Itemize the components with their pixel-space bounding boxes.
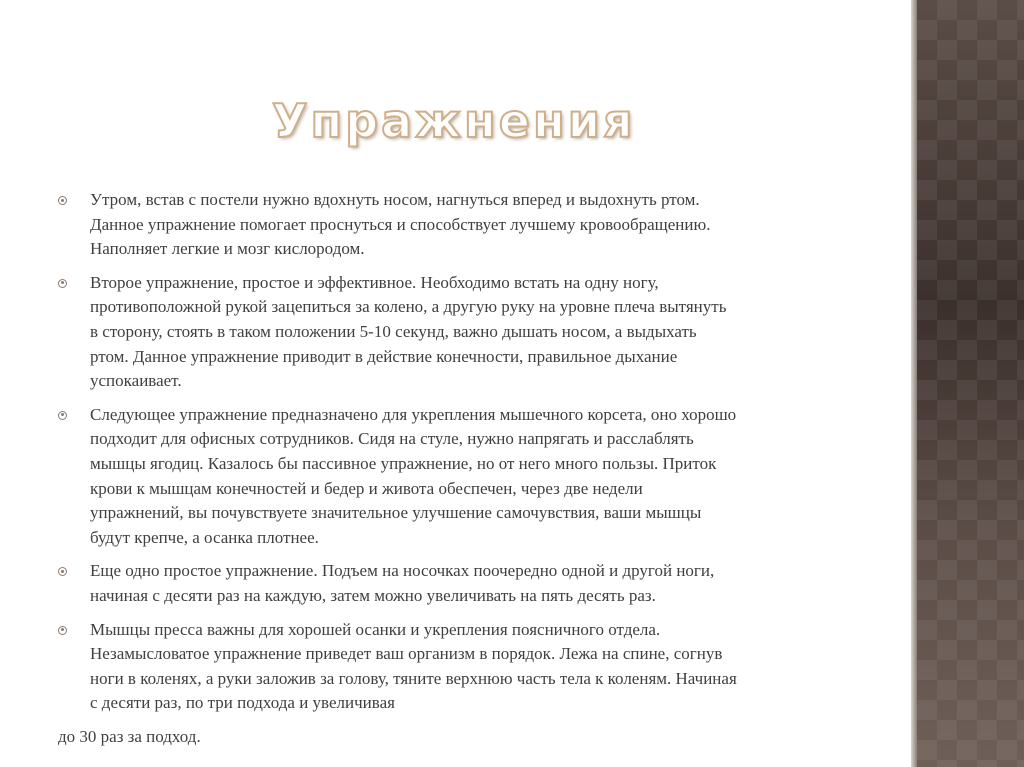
bullet-item: [58, 559, 858, 608]
bullet-line: начиная с десяти раз на каждую, затем можно увеличивать на пять десять раз.: [90, 585, 656, 605]
bullet-item: [58, 403, 858, 551]
bullet-line: мышцы ягодиц. Казалось бы пассивное упражнение, но от него много пользы. Приток: [90, 453, 717, 473]
decorative-side-panel: [917, 0, 1024, 767]
bullet-line: подходит для офисных сотрудников. Сидя на стуле, нужно напрягать и расслаблять: [90, 429, 694, 449]
bullet-item: [58, 271, 858, 394]
bullet-line: ртом. Данное упражнение приводит в действие конечности, правильное дыхание: [90, 346, 678, 366]
bullet-line: ноги в коленях, а руки заложив за голову, тяните верхнюю часть тела к коленям. Начиная: [90, 668, 737, 688]
bullet-line: Незамысловатое упражнение приведет ваш организм в порядок. Лежа на спине, согнув: [90, 644, 723, 664]
bullet-line: крови к мышцам конечностей и бедер и живота обеспечен, через две недели: [90, 478, 643, 498]
circle-dot-bullet-icon: [58, 567, 67, 576]
bullet-line: Мышцы пресса важны для хорошей осанки и укрепления поясничного отдела.: [90, 619, 661, 639]
bullet-line: Еще одно простое упражнение. Подъем на носочках поочередно одной и другой ноги,: [90, 561, 715, 581]
bullet-item: [58, 188, 858, 262]
bullet-line: Утром, встав с постели нужно вдохнуть носом, нагнуться вперед и выдохнуть ртом.: [90, 190, 700, 209]
bullet-line: Второе упражнение, простое и эффективное. Необходимо встать на одну ногу,: [90, 272, 659, 292]
bullet-line: в сторону, стоять в таком положении 5-10 секунд, важно дышать носом, а выдыхать: [90, 321, 697, 341]
circle-dot-bullet-icon: [58, 626, 67, 635]
circle-dot-bullet-icon: [58, 411, 67, 420]
bullet-line: Данное упражнение помогает проснуться и способствует лучшему кровообращению.: [90, 214, 711, 234]
bullet-line: Наполняет легкие и мозг кислородом.: [90, 239, 365, 259]
bullet-line: с десяти раз, по три подхода и увеличивая: [90, 693, 395, 713]
bullet-line: упражнений, вы почувствуете значительное улучшение самочувствия, ваши мышцы: [90, 503, 702, 523]
bullet-line: противоположной рукой зацепиться за колено, а другую руку на уровне плеча вытянуть: [90, 297, 727, 317]
slide-body: [58, 188, 858, 749]
circle-dot-bullet-icon: [58, 196, 67, 205]
slide-title: Упражнения: [272, 94, 636, 148]
bullet-line: успокаивает.: [90, 371, 182, 391]
bullet-line: Следующее упражнение предназначено для укрепления мышечного корсета, оно хорошо: [90, 404, 737, 424]
circle-dot-bullet-icon: [58, 279, 67, 288]
bullet-line: будут крепче, а осанка плотнее.: [90, 527, 319, 547]
bullet-item: [58, 618, 858, 716]
trailing-text: до 30 раз за подход.: [58, 726, 201, 746]
